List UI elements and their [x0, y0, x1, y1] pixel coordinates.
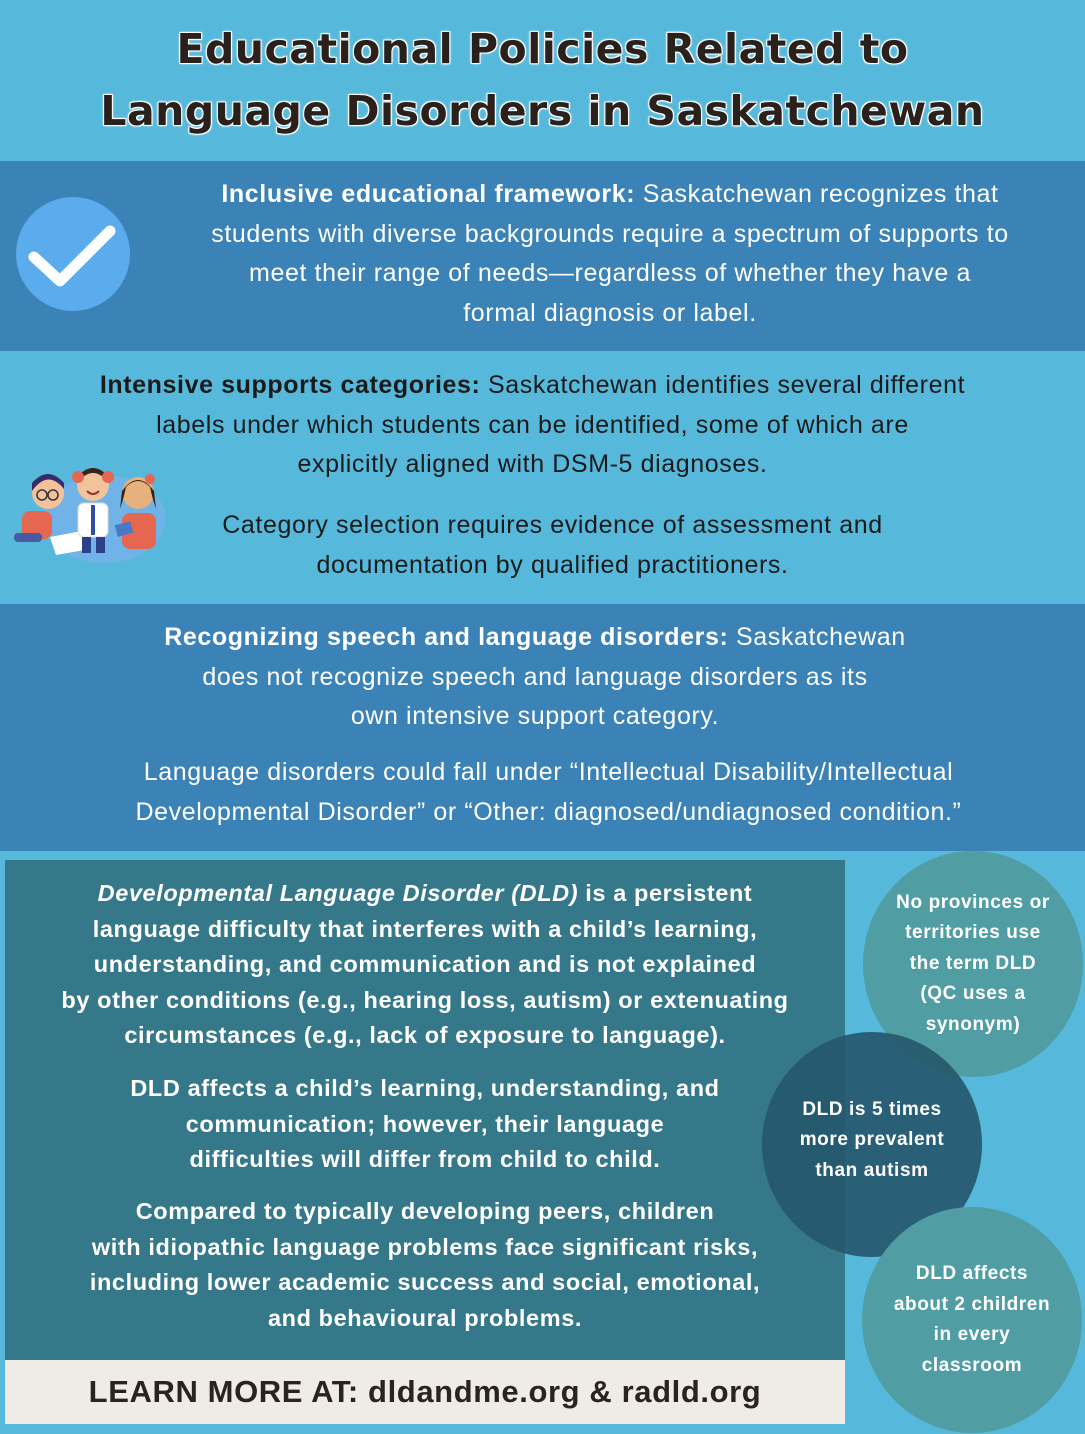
- dld-info-panel: [5, 860, 845, 1360]
- dld-definition: Developmental Language Disorder (DLD) is a persistent language difficulty that interferes with a child’s learning, understanding, and communication and is not explained by other conditions (e.g., hearing loss, autism) or extenuating circumstances (e.g., lack of exposure to language).: [61, 880, 789, 1048]
- dld-risks: Compared to typically developing peers, children with idiopathic language problems face significant risks, including lower academic success and social, emotional, and behavioural problems.: [89, 1198, 761, 1331]
- fact-circle-provinces: No provinces or territories use the term DLD (QC uses a synonym): [863, 851, 1083, 1077]
- learn-more-banner: LEARN MORE AT: dldandme.org & radld.org: [5, 1360, 845, 1424]
- fact-circle-prevalence: DLD is 5 times more prevalent than autism: [762, 1032, 982, 1257]
- framework-text: Inclusive educational framework: Saskatchewan recognizes that students with diverse backgrounds require a spectrum of supports to meet their range of needs—regardless of whether they have a formal diagnosis or label.: [211, 180, 1009, 327]
- page-title: Educational Policies Related to Language Disorders in Saskatchewan: [100, 25, 985, 135]
- dld-affects: DLD affects a child’s learning, understanding, and communication; however, their language difficulties will differ from child to child.: [130, 1075, 720, 1172]
- recognizing-text: Recognizing speech and language disorders: Saskatchewan does not recognize speech and language disorders as its own intensive support category.: [164, 623, 906, 730]
- intensive-second-text: Category selection requires evidence of assessment and documentation by qualified practitioners.: [222, 511, 883, 579]
- fact-circle-classroom: DLD affects about 2 children in every classroom: [862, 1207, 1082, 1433]
- checkmark-icon: [16, 197, 130, 311]
- recognizing-second-text: Language disorders could fall under “Intellectual Disability/Intellectual Developmental Disorder” or “Other: diagnosed/undiagnosed condition.”: [135, 758, 962, 826]
- recognizing-section: [0, 604, 1085, 851]
- children-illustration: [12, 457, 172, 567]
- framework-section: [0, 161, 1085, 351]
- intensive-text: Intensive supports categories: Saskatchewan identifies several different labels under which students can be identified, some of which are explicitly aligned with DSM-5 diagnoses.: [99, 371, 966, 478]
- intensive-section: [0, 352, 1085, 602]
